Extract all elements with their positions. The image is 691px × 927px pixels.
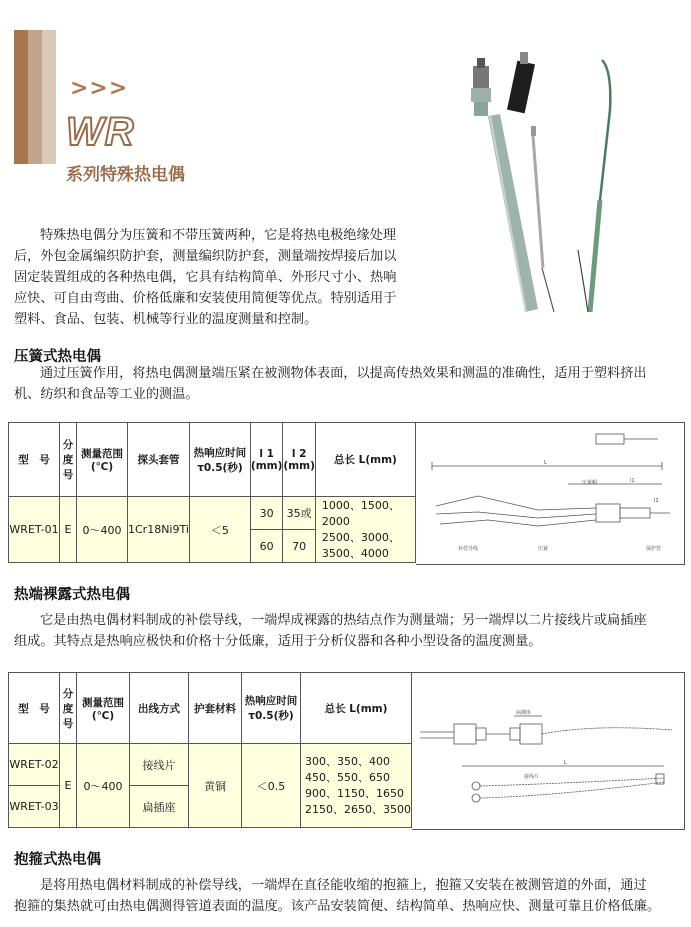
part-label-wire: 补偿导线 (458, 546, 479, 552)
length-line: 2150、2650、3500 (305, 802, 411, 816)
part-label-spring: 压簧 (538, 546, 549, 552)
product-photo (450, 50, 630, 330)
intro-line: 特殊热电偶分为压簧和不带压簧两种，它是将热电极绝缘处理 (40, 228, 397, 243)
table-header-row (9, 423, 416, 497)
intro-line: 应快、可自由弯曲、价格低廉和安装使用简便等优点。特别适用于 (14, 291, 397, 306)
technical-drawing-spring (418, 424, 682, 561)
cell-model: WRET-02 (9, 744, 60, 786)
section3-line: 是将用热电偶材料制成的补偿导线，一端焊在直径能收缩的抱箍上，抱箍又安装在被测管道的外面，通过 (40, 878, 647, 893)
cell-response: ＜5 (189, 497, 250, 563)
section2-paragraph (14, 610, 682, 652)
dim-label-l2: l2 (654, 498, 659, 504)
section3-paragraph (14, 875, 682, 917)
section2-line: 它是由热电偶材料制成的补偿导线，一端焊成裸露的热结点作为测量端；另一端焊以二片接线片或扁插座 (40, 613, 647, 628)
cell-model: WRET-03 (9, 786, 60, 828)
cell-grade: E (60, 497, 77, 563)
probe-photo-thin (578, 60, 610, 312)
length-line: 2500、3000、 (321, 530, 400, 544)
col-header-range: 测量范围(℃) (77, 423, 128, 497)
section2-line: 组成。其特点是热响应极快和价格十分低廉，适用于分析仪器和各种小型设备的温度测量。 (14, 634, 542, 649)
intro-paragraph (14, 225, 434, 330)
dim-label-L: L (564, 760, 567, 766)
col-header-model: 型 号 (9, 673, 60, 744)
section-heading-bare: 热端裸露式热电偶 (14, 587, 130, 603)
cell-l2-b: 70 (283, 530, 315, 563)
col-header-l1: l 1 (mm) (250, 423, 282, 497)
cell-range: 0～400 (77, 497, 128, 563)
cell-model: WRET-01 (9, 497, 60, 563)
chevron-icon: >>> (70, 76, 129, 101)
intro-line: 后，外包金属编织防护套，测量编织防护套，测量端按焊接后加以 (14, 249, 397, 264)
length-line: 3500、4000 (321, 546, 389, 560)
table-row (9, 497, 416, 530)
page-title: 系列特殊热电偶 (66, 165, 185, 185)
col-header-range: 测量范围(℃) (77, 673, 130, 744)
length-line: 450、550、650 (305, 770, 390, 784)
cell-grade: E (60, 744, 77, 828)
cell-l2-a: 35或 (283, 497, 315, 530)
col-header-length: 总长 L(mm) (301, 673, 412, 744)
dim-label-L: L (544, 460, 547, 466)
part-label-sheath: 保护管 (646, 546, 662, 552)
section3-line: 抱箍的集热就可由热电偶测得管道表面的温度。该产品安装简便、结构简单、热响应快、测量可靠且价格低廉。 (14, 899, 661, 914)
decor-stripe-mid (28, 30, 42, 164)
col-header-l2: l 2 (mm) (283, 423, 315, 497)
decor-stripe-dark (14, 30, 28, 164)
cell-sheath: 黄铜 (189, 744, 242, 828)
col-header-response: 热响应时间τ0.5(秒) (189, 423, 250, 497)
dim-label-l1: l1 (630, 478, 635, 484)
col-header-model: 型 号 (9, 423, 60, 497)
cell-range: 0～400 (77, 744, 130, 828)
spec-table-spring (8, 422, 416, 563)
model-logo: WR (66, 110, 135, 154)
technical-drawing-bare (414, 674, 682, 826)
section-heading-spring: 压簧式热电偶 (14, 349, 101, 365)
col-header-output: 出线方式 (130, 673, 189, 744)
section1-line: 通过压簧作用，将热电偶测量端压紧在被测物体表面，以提高传热效果和测温的准确性，适用于塑料挤出 (40, 366, 647, 381)
table-header-row (9, 673, 412, 744)
section-heading-clamp: 抱箍式热电偶 (14, 852, 101, 868)
part-label-lug: 接线片 (524, 774, 540, 780)
cell-response: ＜0.5 (242, 744, 301, 828)
col-header-length: 总长 L(mm) (315, 423, 415, 497)
intro-line: 固定装置组成的各种热电偶，它具有结构简单、外形尺寸小、热响 (14, 270, 397, 285)
length-line: 300、350、400 (305, 754, 390, 768)
cell-length (301, 744, 412, 828)
cell-probe: 1Cr18Ni9Ti (128, 497, 190, 563)
cell-output: 接线片 (130, 744, 189, 786)
length-line: 1000、1500、2000 (321, 498, 400, 528)
decor-stripe-light (42, 30, 56, 164)
cell-length (315, 497, 415, 563)
section1-line: 机、纺织和食品等工业的测温。 (14, 387, 199, 402)
section1-paragraph (14, 363, 682, 405)
col-header-sheath: 护套材料 (189, 673, 242, 744)
col-header-grade: 分度号 (60, 673, 77, 744)
cell-l1-a: 30 (250, 497, 282, 530)
col-header-response: 热响应时间τ0.5(秒) (242, 673, 301, 744)
spec-table-bare (8, 672, 412, 828)
length-line: 900、1150、1650 (305, 786, 404, 800)
part-label-flat-plug: 扁插座 (516, 710, 532, 716)
cell-l1-b: 60 (250, 530, 282, 563)
intro-line: 塑料、食品、包装、机械等行业的温度测量和控制。 (14, 312, 318, 327)
part-label-cap: 压簧帽 (582, 480, 598, 486)
table-row (9, 744, 412, 786)
cell-output: 扁插座 (130, 786, 189, 828)
col-header-probe: 探头套管 (128, 423, 190, 497)
col-header-grade: 分度号 (60, 423, 77, 497)
